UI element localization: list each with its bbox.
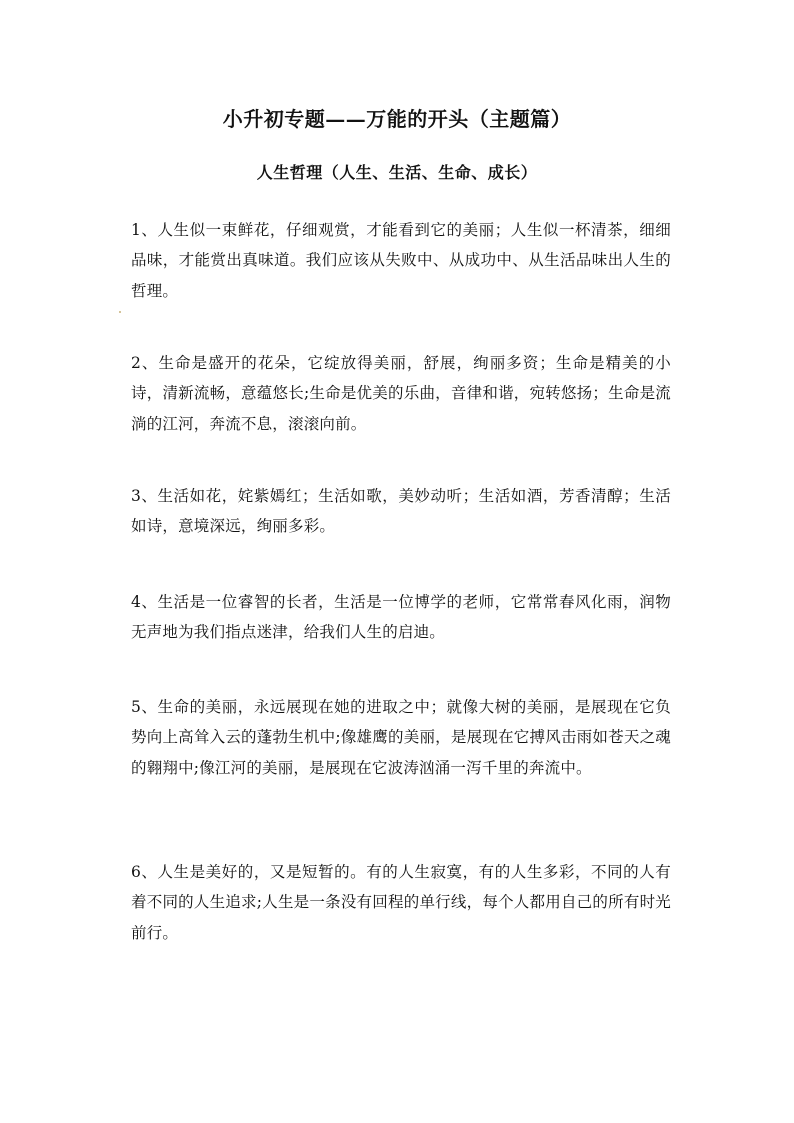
section-subtitle: 人生哲理（人生、生活、生命、成长） (256, 163, 538, 182)
paragraph-3: 3、生活如花，姹紫嫣红；生活如歌，美妙动听；生活如酒，芳香清醇；生活如诗，意境深远，绚丽多彩。 (131, 486, 671, 535)
page-title: 小升初专题——万能的开头（主题篇） (222, 107, 572, 131)
paragraph-5: 5、生命的美丽，永远展现在她的进取之中；就像大树的美丽，是展现在它负势向上高耸入云的蓬勃生机中;像雄鹰的美丽，是展现在它搏风击雨如苍天之魂的翱翔中;像江河的美丽，是展现在它波涛汹涌一泻千里的奔流中。 (131, 697, 671, 777)
paragraph-4: 4、生活是一位睿智的长者，生活是一位博学的老师，它常常春风化雨，润物无声地为我们指点迷津，给我们人生的启迪。 (131, 592, 671, 641)
stray-dot-mark (119, 311, 121, 313)
paragraph-1: 1、人生似一束鲜花，仔细观赏，才能看到它的美丽；人生似一杯清茶，细细品味，才能赏出真味道。我们应该从失败中、从成功中、从生活品味出人生的哲理。 (131, 220, 671, 300)
paragraph-6: 6、人生是美好的，又是短暂的。有的人生寂寞，有的人生多彩，不同的人有着不同的人生追求;人生是一条没有回程的单行线，每个人都用自己的所有时光前行。 (131, 862, 671, 942)
paragraph-2: 2、生命是盛开的花朵，它绽放得美丽，舒展，绚丽多资；生命是精美的小诗，清新流畅，意蕴悠长;生命是优美的乐曲，音律和谐，宛转悠扬；生命是流淌的江河，奔流不息，滚滚向前。 (131, 353, 671, 433)
